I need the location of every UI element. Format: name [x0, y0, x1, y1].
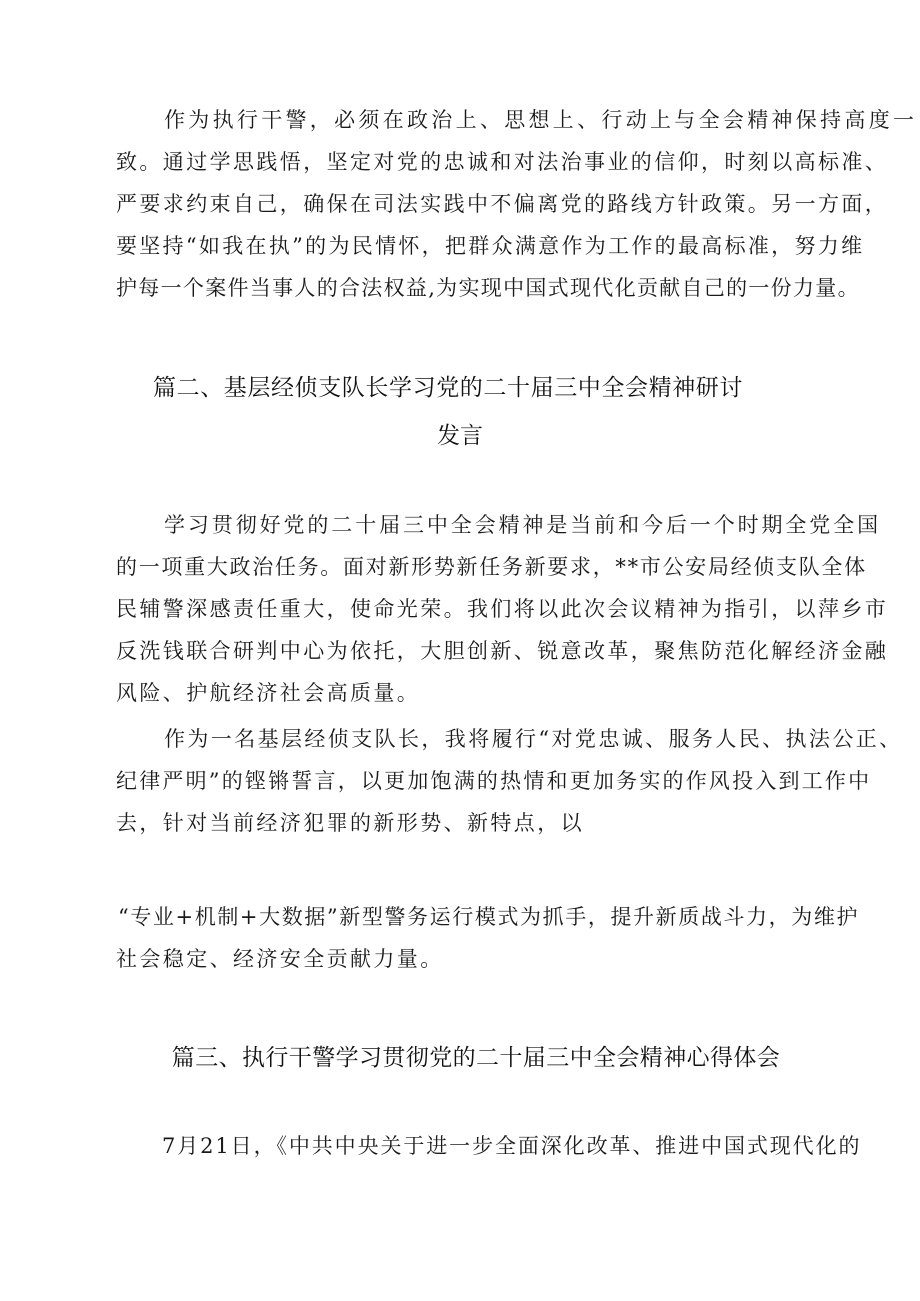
paragraph-line: 7月21日，《中共中央关于进一步全面深化改革、推进中国式现代化的 [162, 1134, 862, 1158]
paragraph-line: 作为执行干警，必须在政治上、思想上、行动上与全会精神保持高度一 [164, 108, 918, 132]
paragraph-line: 致。通过学思践悟，坚定对党的忠诚和对法治事业的信仰，时刻以高标准、 [116, 150, 889, 174]
paragraph-line: 学习贯彻好党的二十届三中全会精神是当前和今后一个时期全党全国 [164, 513, 881, 537]
paragraph-line: 的一项重大政治任务。面对新形势新任务新要求，**市公安局经侦支队全体 [116, 555, 867, 579]
section-three-title: 篇三、执行干警学习贯彻党的二十届三中全会精神心得体会 [171, 1045, 781, 1071]
paragraph-line: 反洗钱联合研判中心为依托，大胆创新、锐意改革，聚焦防范化解经济金融 [116, 639, 889, 663]
paragraph-line: 风险、护航经济社会高质量。 [116, 681, 421, 705]
paragraph-line: 社会稳定、经济安全贡献力量。 [116, 947, 444, 971]
paragraph-line: 纪律严明”的铿锵誓言，以更加饱满的热情和更加务实的作风投入到工作中 [116, 769, 872, 793]
section-two-title-line1: 篇二、基层经侦支队长学习党的二十届三中全会精神研讨 [153, 375, 743, 401]
paragraph-line: 护每一个案件当事人的合法权益,为实现中国式现代化贡献自己的一份力量。 [116, 276, 860, 300]
paragraph-line: 严要求约束自己，确保在司法实践中不偏离党的路线方针政策。另一方面， [116, 192, 889, 216]
paragraph-line: “专业+机制+大数据”新型警务运行模式为抓手，提升新质战斗力，为维护 [118, 905, 860, 929]
paragraph-line: 作为一名基层经侦支队长，我将履行“对党忠诚、服务人民、执法公正、 [164, 727, 903, 751]
paragraph-line: 去，针对当前经济犯罪的新形势、新特点，以 [116, 811, 584, 835]
section-two-title-line2: 发言 [437, 423, 483, 449]
paragraph-line: 民辅警深感责任重大，使命光荣。我们将以此次会议精神为指引，以萍乡市 [116, 597, 889, 621]
paragraph-line: 要坚持“如我在执”的为民情怀，把群众满意作为工作的最高标准，努力维 [116, 234, 865, 258]
